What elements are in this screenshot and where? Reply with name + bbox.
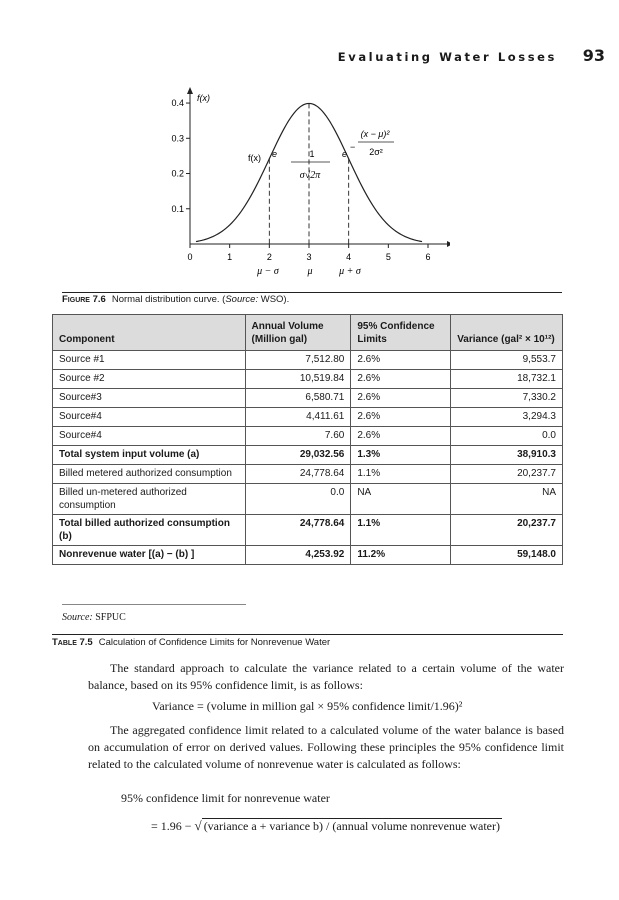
table-caption (52, 637, 330, 648)
cell-volume: 7.60 (245, 427, 351, 446)
cell-volume: 4,253.92 (245, 546, 351, 565)
cell-limit: 2.6% (351, 408, 451, 427)
formula-exp-sign: − (350, 142, 356, 152)
table-row (53, 515, 563, 546)
cell-variance: NA (451, 484, 563, 515)
cell-limit: 2.6% (351, 370, 451, 389)
y-tick-label: 0.2 (171, 168, 184, 179)
cell-component: Total system input volume (a) (53, 446, 246, 465)
cell-component: Billed un-metered authorized consumption (53, 484, 246, 515)
confidence-limit-equation (151, 818, 502, 834)
table-row (53, 408, 563, 427)
y-tick-label: 0.4 (171, 98, 184, 109)
cell-volume: 24,778.64 (245, 515, 351, 546)
formula-denominator: σ√2π (299, 170, 321, 181)
table-row (53, 427, 563, 446)
confidence-limits-table (52, 314, 563, 565)
x-axis-arrow (447, 241, 450, 247)
cell-component: Source #2 (53, 370, 246, 389)
page-number: 93 (582, 46, 605, 65)
cell-volume: 24,778.64 (245, 465, 351, 484)
cell-variance: 7,330.2 (451, 389, 563, 408)
col-header-component: Component (53, 315, 246, 351)
cell-volume: 0.0 (245, 484, 351, 515)
formula-exp-denominator: 2σ² (369, 147, 383, 157)
y-axis-arrow (187, 87, 193, 94)
running-title: Evaluating Water Losses (337, 50, 557, 64)
x-tick-label: 6 (425, 252, 431, 262)
cell-limit: 11.2% (351, 546, 451, 565)
x-tick-label: 4 (346, 252, 352, 262)
sigma-label-plus: μ + σ (339, 266, 361, 277)
figure-caption-main: Normal distribution curve. ( (111, 294, 226, 305)
cell-component: Total billed authorized consumption (b) (53, 515, 246, 546)
cell-volume: 6,580.71 (245, 389, 351, 408)
figure-label: Figure 7.6 (62, 294, 106, 305)
source-text: SFPUC (92, 612, 126, 623)
y-axis-label: f(x) (197, 93, 210, 103)
table-row (53, 546, 563, 565)
cell-component: Source#3 (53, 389, 246, 408)
figure-caption (62, 294, 289, 305)
cell-variance: 20,237.7 (451, 465, 563, 484)
table-source (62, 612, 126, 623)
x-tick-label: 1 (227, 252, 233, 262)
source-rule (62, 604, 246, 605)
y-tick-label: 0.3 (171, 133, 184, 144)
figure-rule (62, 292, 562, 293)
cell-volume: 7,512.80 (245, 351, 351, 370)
formula-exp-numerator: (x − μ)² (360, 129, 390, 139)
formula-numerator: 1 (309, 149, 315, 159)
table-row (53, 370, 563, 389)
cell-variance: 59,148.0 (451, 546, 563, 565)
cell-component: Source #1 (53, 351, 246, 370)
figure-caption-source-label: Source: (225, 294, 259, 305)
running-header (0, 46, 619, 68)
x-tick-label: 2 (266, 252, 272, 262)
cell-variance: 0.0 (451, 427, 563, 446)
table-header-row (53, 315, 563, 351)
figure-caption-source: WSO). (258, 294, 290, 305)
body-paragraph-2: The aggregated confidence limit related to a calculated volume of the water balance is based on accumulation of error on derived values. Following these principles the 95% confidence limit related to the calculated volume of nonrevenue water is calculated as follows: (88, 723, 564, 771)
table-label: Table 7.5 (52, 637, 93, 648)
x-tick-label: 5 (385, 252, 391, 262)
cell-component: Source#4 (53, 408, 246, 427)
cell-limit: 1.1% (351, 515, 451, 546)
x-tick-label: 0 (187, 252, 193, 262)
sigma-label-minus: μ − σ (257, 266, 279, 277)
table-row (53, 446, 563, 465)
cell-variance: 9,553.7 (451, 351, 563, 370)
equation-prefix: = 1.96 − (151, 819, 192, 833)
cell-component: Nonrevenue water [(a) − (b) ] (53, 546, 246, 565)
body-paragraph-1: The standard approach to calculate the variance related to a certain volume of the water balance, based on its 95% confidence limit, is as follows: (88, 661, 564, 692)
cell-volume: 4,411.61 (245, 408, 351, 427)
cell-limit: 2.6% (351, 389, 451, 408)
table-row (53, 465, 563, 484)
equation-radicand: (variance a + variance b) / (annual volume nonrevenue water) (203, 819, 500, 833)
cell-component: Source#4 (53, 427, 246, 446)
col-header-annual-volume: Annual Volume (Million gal) (245, 315, 351, 351)
cell-variance: 38,910.3 (451, 446, 563, 465)
cell-limit: 2.6% (351, 427, 451, 446)
col-header-variance: Variance (gal² × 10¹²) (451, 315, 563, 351)
cell-volume: 10,519.84 (245, 370, 351, 389)
cell-variance: 3,294.3 (451, 408, 563, 427)
table-row (53, 351, 563, 370)
table-caption-text: Calculation of Confidence Limits for Nonrevenue Water (98, 637, 331, 648)
cell-limit: 1.3% (351, 446, 451, 465)
table-caption-rule (52, 634, 563, 635)
sigma-label-mu: μ (307, 266, 313, 277)
formula-e-right: e (342, 149, 348, 159)
equation-label: 95% confidence limit for nonrevenue water (121, 791, 330, 805)
pdf-formula (248, 129, 394, 181)
normal-distribution-chart (160, 84, 450, 290)
cell-volume: 29,032.56 (245, 446, 351, 465)
table-row (53, 389, 563, 408)
sqrt-symbol: √ (194, 818, 202, 833)
cell-component: Billed metered authorized consumption (53, 465, 246, 484)
cell-variance: 20,237.7 (451, 515, 563, 546)
table-row (53, 484, 563, 515)
cell-limit: 1.1% (351, 465, 451, 484)
cell-limit: NA (351, 484, 451, 515)
cell-limit: 2.6% (351, 351, 451, 370)
formula-e-left: e (272, 149, 278, 159)
col-header-confidence-limits: 95% Confidence Limits (351, 315, 451, 351)
y-tick-label: 0.1 (171, 203, 184, 214)
x-tick-label: 3 (306, 252, 312, 262)
variance-equation: Variance = (volume in million gal × 95% confidence limit/1.96)² (152, 699, 463, 713)
cell-variance: 18,732.1 (451, 370, 563, 389)
formula-lhs: f(x) (248, 153, 261, 163)
source-label: Source: (62, 612, 93, 623)
